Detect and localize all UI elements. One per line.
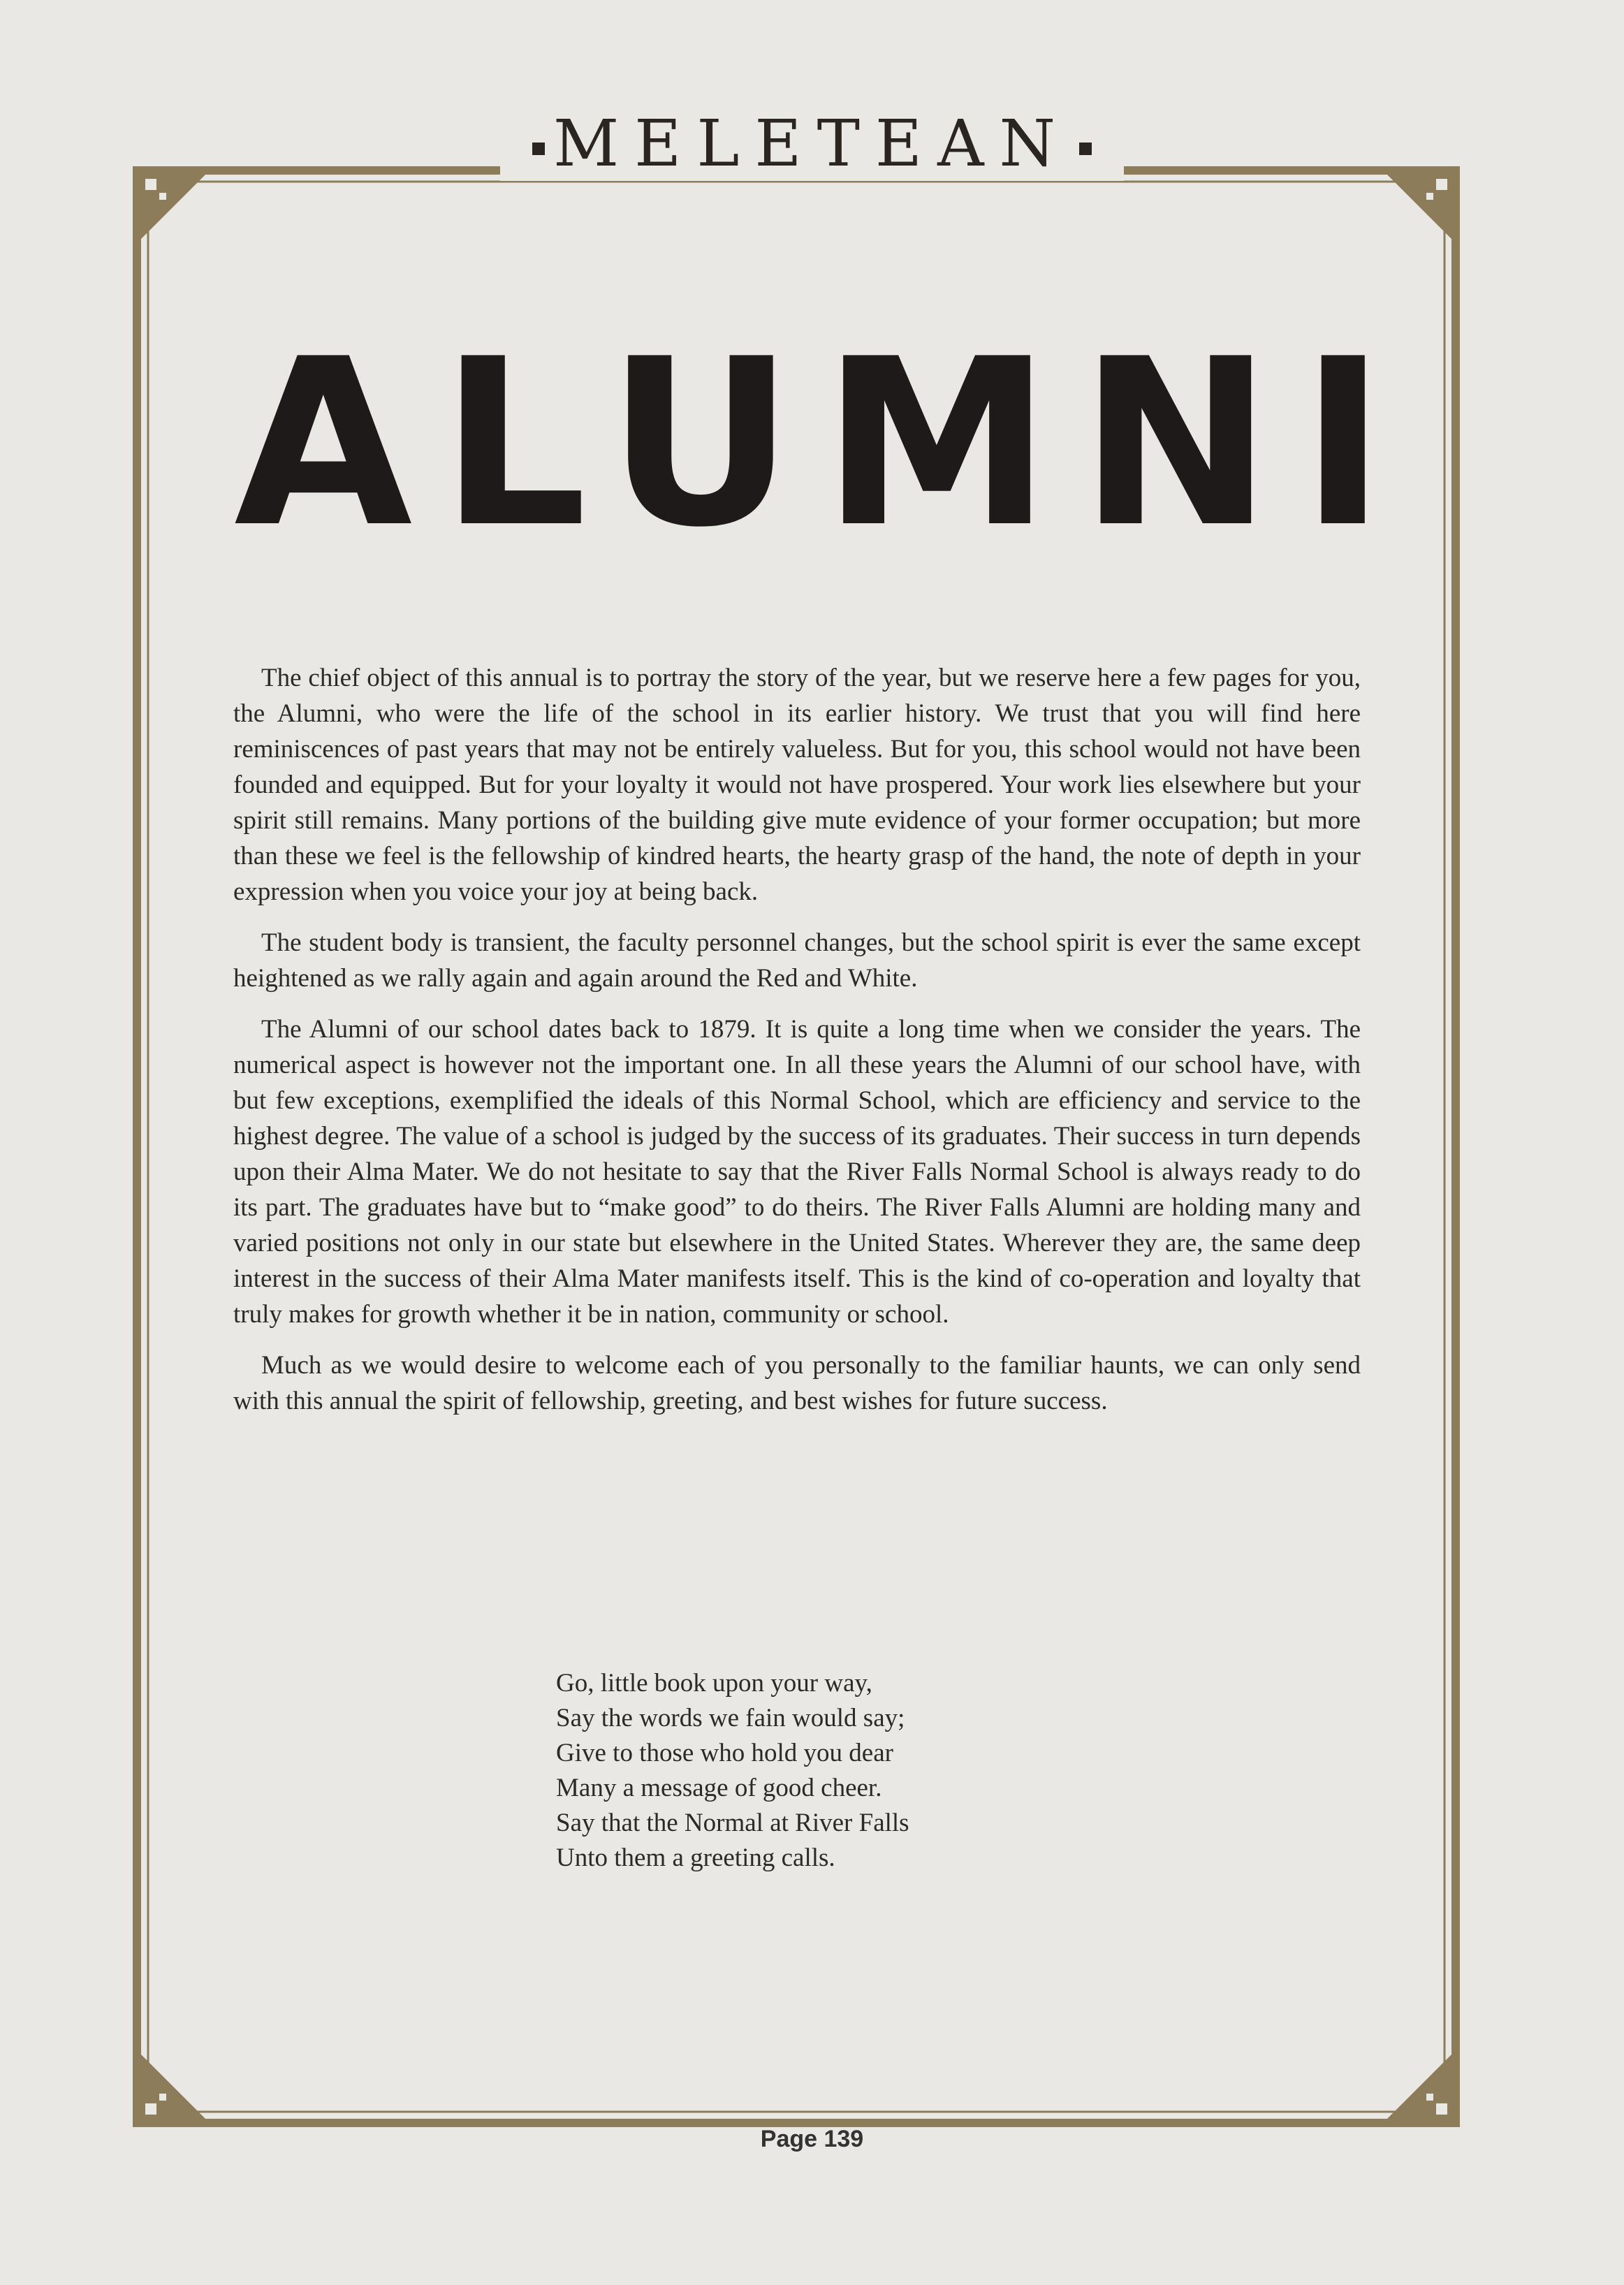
ornament-square-icon xyxy=(532,143,545,155)
paragraph: Much as we would desire to welcome each of you personally to the familiar haunts, we can only send with this annual the spirit of fellowship, greeting, and best wishes for future success. xyxy=(233,1351,1361,1415)
poem-line: Say that the Normal at River Falls xyxy=(556,1809,909,1837)
section-title: ALUMNI xyxy=(234,309,1414,578)
running-header xyxy=(0,106,1624,181)
poem-line: Many a message of good cheer. xyxy=(556,1774,882,1802)
poem-line: Go, little book upon your way, xyxy=(556,1669,872,1698)
ornament-square-icon xyxy=(1079,143,1092,155)
article-body xyxy=(233,660,1361,1434)
poem xyxy=(556,1666,909,1876)
poem-line: Give to those who hold you dear xyxy=(556,1739,893,1767)
paragraph: The Alumni of our school dates back to 1879. It is quite a long time when we consider the years. The numerical aspect is however not the important one. In all these years the Alumni of our school have, with but few exceptions, exemplified the ideals of this Normal School, which are efficiency and service to the highest degree. The value of a school is judged by the success of its graduates. Their success in turn depends upon their Alma Mater. We do not hesitate to say that the River Falls Normal School is always ready to do its part. The graduates have but to “make good” to do theirs. The River Falls Alumni are holding many and varied positions not only in our state but elsewhere in the United States. Wherever they are, the same deep interest in the success of their Alma Mater manifests itself. This is the kind of co-operation and loyalty that truly makes for growth whether it be in nation, community or school. xyxy=(233,1015,1361,1329)
running-title: MELETEAN xyxy=(553,106,1071,181)
poem-line: Unto them a greeting calls. xyxy=(556,1844,835,1872)
paragraph: The chief object of this annual is to portray the story of the year, but we reserve here a few pages for you, the Alumni, who were the life of the school in its earlier history. We trust that you will find here reminiscences of past years that may not be entirely valueless. But for you, this school would not have been founded and equipped. But for your loyalty it would not have prospered. Your work lies elsewhere but your spirit still remains. Many portions of the building give mute evidence of your former occupation; but more than these we feel is the fellowship of kindred hearts, the hearty grasp of the hand, the note of depth in your expression when you voice your joy at being back. xyxy=(233,664,1361,906)
poem-line: Say the words we fain would say; xyxy=(556,1704,905,1732)
page-number: Page 139 xyxy=(760,2126,864,2152)
paragraph: The student body is transient, the faculty personnel changes, but the school spirit is ever the same except heightened as we rally again and again around the Red and White. xyxy=(233,928,1361,993)
